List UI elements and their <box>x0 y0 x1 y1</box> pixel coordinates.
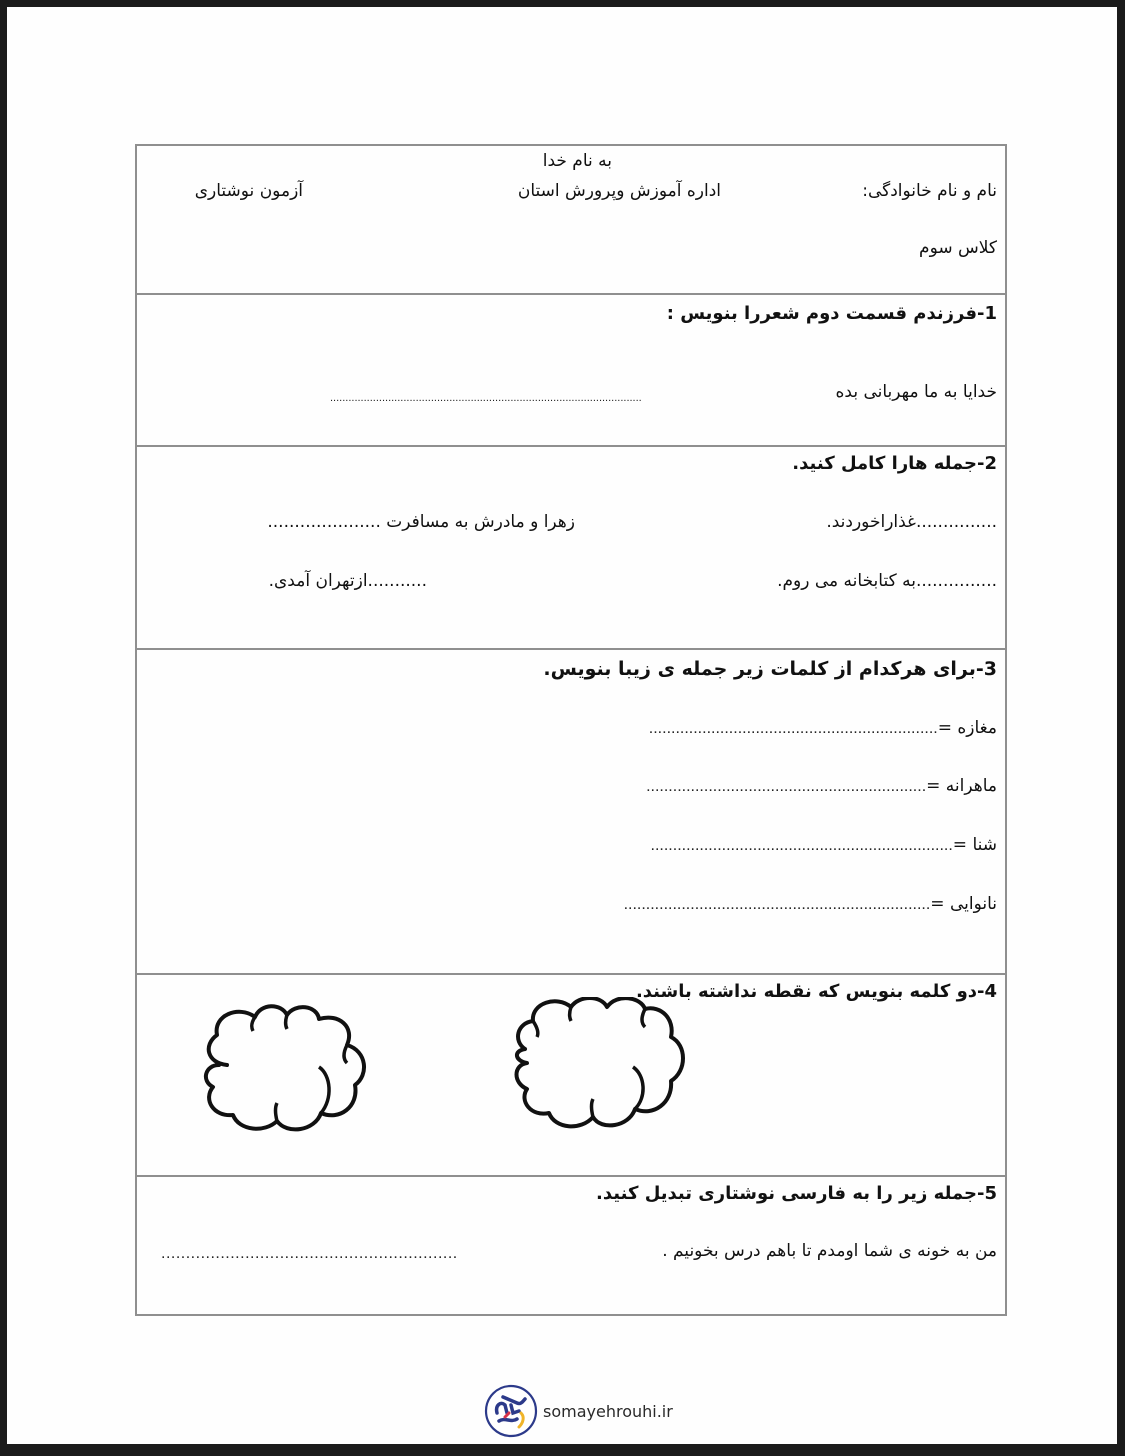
question-4-title: 4-دو کلمه بنویس که نقطه نداشته باشند. <box>635 981 997 1002</box>
answer-blank[interactable]: ............................................................... <box>646 778 927 795</box>
question-3-item-4[interactable] <box>624 894 997 914</box>
bismillah: به نام خدا <box>542 151 612 171</box>
question-5-prompt: من به خونه ی شما اومدم تا باهم درس بخونیم . <box>662 1241 997 1261</box>
answer-blank[interactable]: .................................................................... <box>650 837 953 854</box>
worksheet-page <box>7 7 1117 1444</box>
question-2 <box>137 447 1005 650</box>
exam-title: آزمون نوشتاری <box>194 181 303 201</box>
question-5-title: 5-جمله زیر را به فارسی نوشتاری تبدیل کنید. <box>596 1183 997 1204</box>
word-label: نانوایی = <box>930 894 997 914</box>
question-3-item-2[interactable] <box>646 776 997 796</box>
department-label: اداره آموزش وپرورش استان <box>517 181 721 201</box>
exam-table <box>135 144 1007 1316</box>
question-1 <box>137 295 1005 447</box>
header-section <box>137 146 1005 295</box>
student-name-label: نام و نام خانوادگی: <box>862 181 997 201</box>
question-3-item-3[interactable] <box>651 835 997 855</box>
question-1-prompt: خدایا به ما مهربانی بده <box>835 382 997 402</box>
question-2-item-4[interactable]: ...........ازتهران آمدی. <box>268 571 427 591</box>
answer-blank[interactable]: ................................................................. <box>648 720 938 737</box>
somayehrouhi-logo-icon <box>483 1383 539 1439</box>
word-label: ماهرانه = <box>926 776 997 796</box>
question-5-answer-blank[interactable]: ............................................................ <box>161 1245 458 1262</box>
cloud-answer-box-left[interactable] <box>199 1003 385 1133</box>
cloud-answer-box-right[interactable] <box>505 997 691 1137</box>
question-2-title: 2-جمله هارا کامل کنید. <box>792 453 997 474</box>
answer-blank[interactable]: ..................................................................... <box>623 896 931 913</box>
website-url[interactable]: somayehrouhi.ir <box>543 1401 673 1421</box>
word-label: شنا = <box>952 835 997 855</box>
question-1-answer-blank[interactable]: ...................................................................................................... <box>330 392 642 404</box>
question-3 <box>137 650 1005 975</box>
word-label: مغازه = <box>937 718 997 738</box>
grade-label: کلاس سوم <box>919 238 997 258</box>
question-3-item-1[interactable] <box>649 718 997 738</box>
question-5 <box>137 1177 1005 1314</box>
question-2-item-2[interactable]: زهرا و مادرش به مسافرت ..................... <box>267 512 575 532</box>
question-2-item-3[interactable]: ...............به کتابخانه می روم. <box>777 571 997 591</box>
question-4 <box>137 975 1005 1177</box>
question-2-item-1[interactable]: ...............غذاراخوردند. <box>826 512 997 532</box>
question-3-title: 3-برای هرکدام از کلمات زیر جمله ی زیبا بنویس. <box>543 658 997 680</box>
question-1-title: 1-فرزندم قسمت دوم شعررا بنویس : <box>666 303 997 324</box>
footer-branding <box>483 1383 673 1439</box>
